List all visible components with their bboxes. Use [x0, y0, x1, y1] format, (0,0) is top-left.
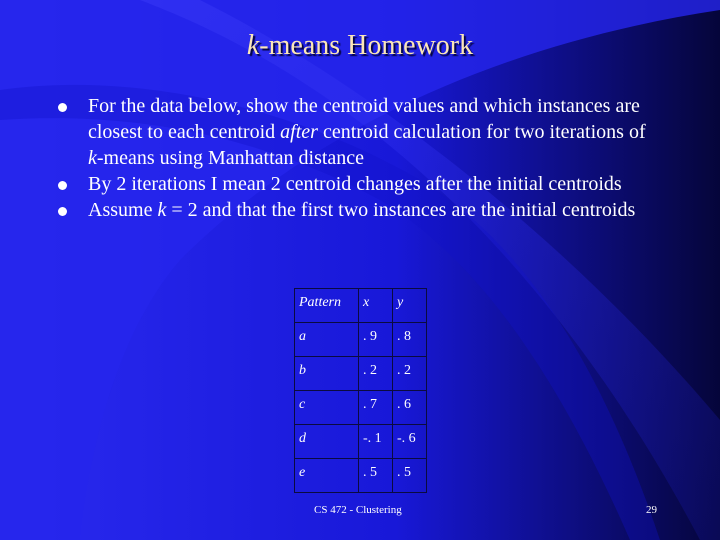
table-cell: d [295, 425, 359, 459]
table-cell: . 5 [393, 459, 427, 493]
column-header-pattern: Pattern [295, 289, 359, 323]
column-header-x: x [359, 289, 393, 323]
bullet-dot-icon [58, 181, 67, 190]
table-row [295, 459, 427, 493]
table-cell: -. 6 [393, 425, 427, 459]
title-variable: k [246, 30, 260, 61]
table-cell: . 2 [393, 357, 427, 391]
table-cell: . 5 [359, 459, 393, 493]
table-cell: b [295, 357, 359, 391]
bullet-item [58, 171, 658, 197]
bullet-text: centroid calculation for two iterations of [317, 121, 646, 143]
table-cell: c [295, 391, 359, 425]
bullet-emphasis: k [88, 147, 97, 169]
bullet-item [58, 93, 658, 171]
bullet-list [58, 93, 658, 223]
table-row [295, 425, 427, 459]
column-header-y: y [393, 289, 427, 323]
table-cell: . 9 [359, 323, 393, 357]
table-row [295, 357, 427, 391]
table-cell: . 8 [393, 323, 427, 357]
bullet-text: -means using Manhattan distance [96, 147, 365, 169]
bullet-text: Assume [88, 199, 158, 221]
data-table [294, 288, 427, 493]
table-header-row [295, 289, 427, 323]
table-row [295, 323, 427, 357]
table-cell: . 2 [359, 357, 393, 391]
slide-footer: CS 472 - Clustering [314, 504, 402, 516]
table-row [295, 391, 427, 425]
bullet-text: By 2 iterations I mean 2 centroid changes after the initial centroids [88, 173, 622, 195]
table-cell: . 7 [359, 391, 393, 425]
table-cell: e [295, 459, 359, 493]
bullet-dot-icon [58, 103, 67, 112]
table-cell: -. 1 [359, 425, 393, 459]
bullet-emphasis: after [280, 121, 318, 143]
slide-title [0, 30, 720, 62]
table-cell: a [295, 323, 359, 357]
page-number: 29 [646, 504, 657, 516]
bullet-dot-icon [58, 207, 67, 216]
title-text: -means Homework [259, 30, 474, 61]
bullet-text: For the data below, show the centroid values and which instances are closest to each centroid [88, 95, 640, 143]
table-cell: . 6 [393, 391, 427, 425]
bullet-emphasis: k [157, 199, 167, 221]
bullet-text: = 2 and that the first two instances are the initial centroids [166, 199, 636, 221]
bullet-item [58, 197, 658, 223]
